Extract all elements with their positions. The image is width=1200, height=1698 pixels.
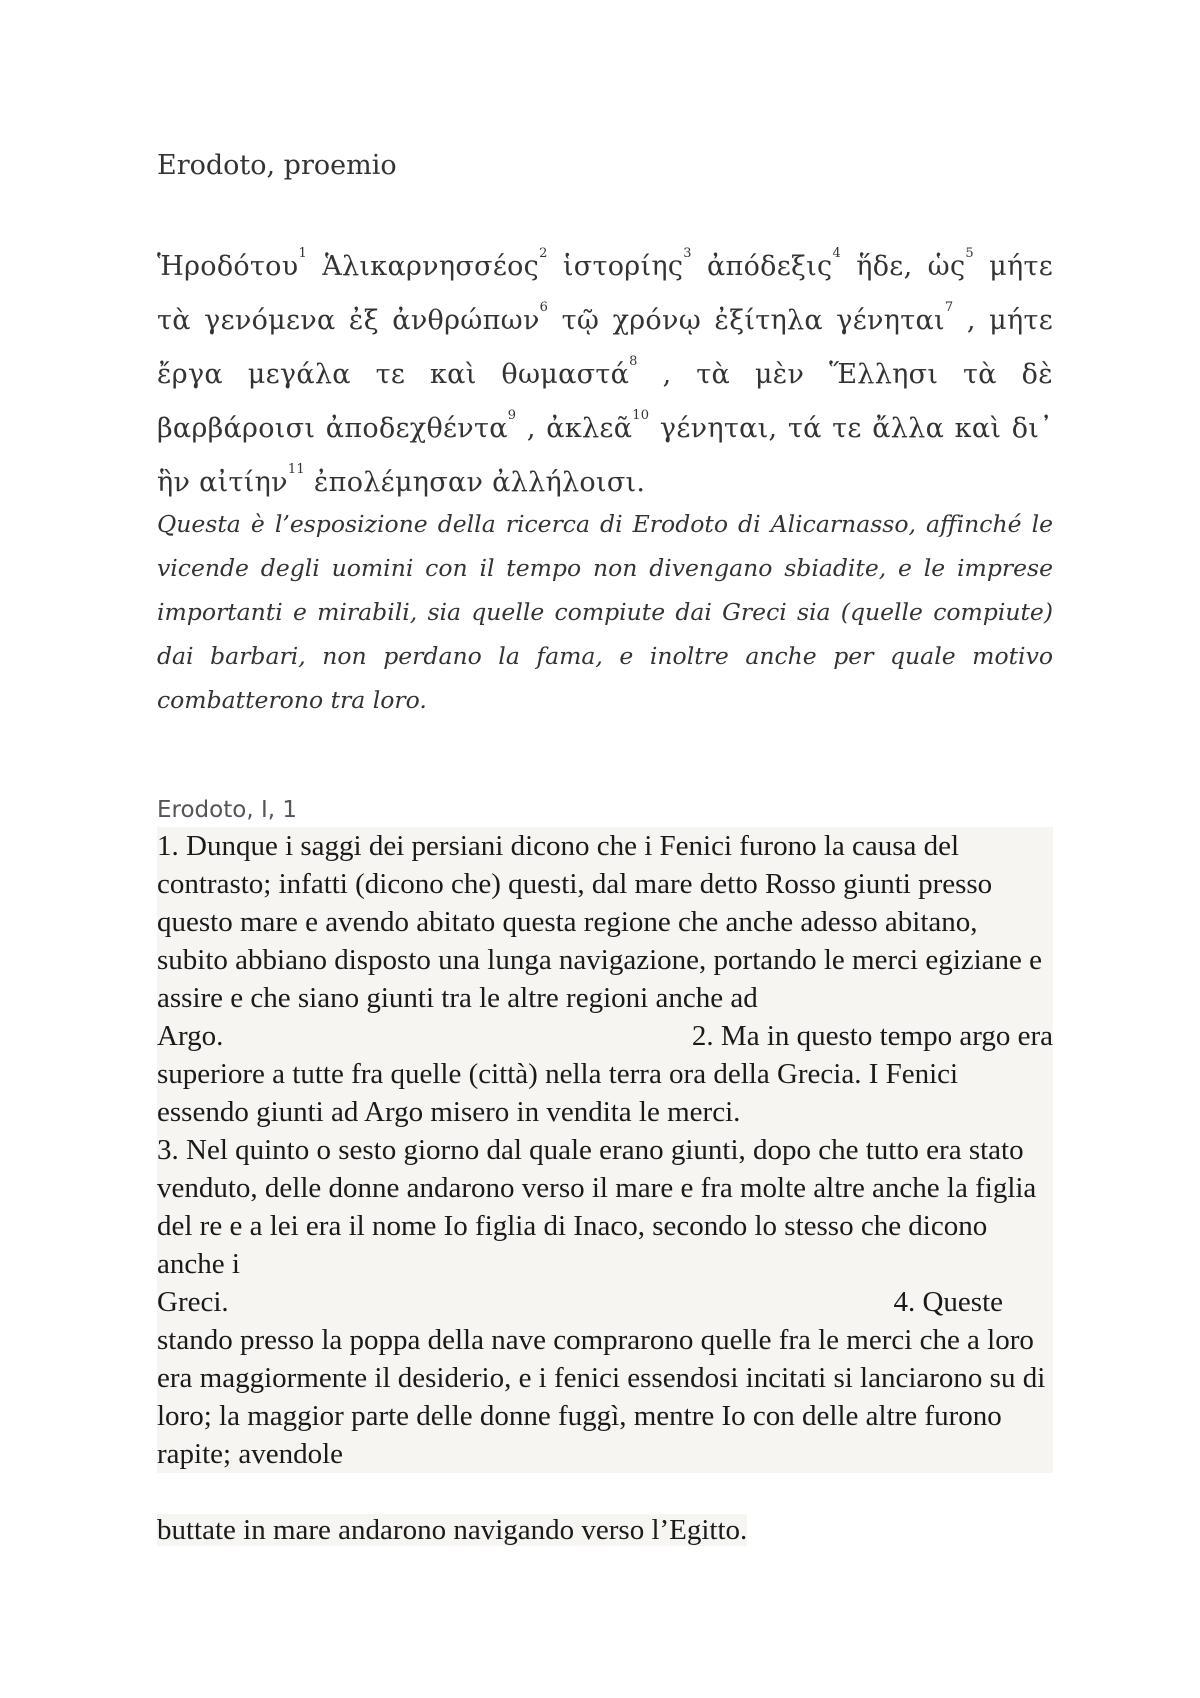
paragraph-2: superiore a tutte fra quelle (città) nella terra ora della Grecia. I Fenici essendo giunti ad Argo misero in vendita le merci. xyxy=(157,1058,959,1128)
italian-translation: Questa è l’esposizione della ricerca di Erodoto di Alicarnasso, affinché le vicende degli uomini con il tempo non divengano sbiadite, e le imprese importanti e mirabili, sia quelle compiute dai Greci sia (quelle compiute) dai barbari, non perdano la fama, e inoltre anche per quale motivo combatterono tra loro. xyxy=(157,510,1053,714)
footnote-marker: 11 xyxy=(287,462,305,477)
greek-word: τῷ χρόνῳ ἐξίτηλα γένηται$^7$ xyxy=(561,300,954,336)
greek-word: , ἀκλεᾶ$^{10}$ xyxy=(526,408,650,444)
footnote-marker: 9 xyxy=(507,408,517,423)
paragraph-3-end: Greci. xyxy=(157,1286,229,1318)
chapter-title: Erodoto, I, 1 xyxy=(157,797,297,823)
greek-word: μήτε τὰ γενόμενα ἐξ ἀνθρώπων$^6$ xyxy=(157,251,1053,336)
proem-title: Erodoto, proemio xyxy=(157,150,397,181)
paragraph-4-last-line: buttate in mare andarono navigando verso l’Egitto. xyxy=(157,1514,748,1546)
footnote-marker: 3 xyxy=(683,246,692,261)
footnote-marker: 1 xyxy=(298,246,308,261)
paragraph-1: 1. Dunque i saggi dei persiani dicono che i Fenici furono la causa del contrasto; infatti (dicono che) questi, dal mare detto Rosso giunti presso questo mare e avendo abitato questa regione che anche adesso abitano, subito abbiano disposto una lunga navigazione, portando le merci egiziane e assire e che siano giunti tra le altre regioni anche ad xyxy=(157,830,1043,1014)
footnote-marker: 2 xyxy=(539,246,548,261)
greek-word: ἥδε, ὡς$^5$ xyxy=(856,246,974,282)
footnote-marker: 6 xyxy=(539,300,549,315)
footnote-marker: 10 xyxy=(632,408,650,423)
footnote-marker: 5 xyxy=(965,246,974,261)
paragraph-4: stando presso la poppa della nave comprarono quelle fra le merci che a loro era maggiormente il desiderio, e i fenici essendosi incitati si lanciarono su di loro; la maggior parte delle donne fuggì, mentre Io con delle altre furono rapite; avendole xyxy=(157,1324,1046,1470)
footnote-marker: 4 xyxy=(832,246,842,261)
footnote-marker: 8 xyxy=(629,354,638,369)
chapter-translation xyxy=(157,827,1053,1473)
paragraph-1-end: Argo. xyxy=(157,1020,224,1052)
paragraph-3: 3. Nel quinto o sesto giorno dal quale erano giunti, dopo che tutto era stato venduto, delle donne andarono verso il mare e fra molte altre anche la figlia del re e a lei era il nome Io figlia di Inaco, secondo lo stesso che dicono anche i xyxy=(157,1134,1037,1280)
greek-word: γένηται, τά τε ἄλλα καὶ δι᾽ ἣν αἰτίην$^{11}$ xyxy=(157,413,1053,498)
greek-word: Ἁλικαρνησσέος$^2$ xyxy=(322,246,548,282)
greek-word: , τὰ μὲν Ἕλλησι τὰ δὲ βαρβάροισι ἀποδεχθέντα$^9$ xyxy=(157,359,1053,444)
greek-word: ἱστορίης$^3$ xyxy=(562,246,692,282)
footnote-marker: 7 xyxy=(944,300,954,315)
paragraph-2-start: 2. Ma in questo tempo argo era xyxy=(691,1020,1053,1052)
paragraph-4-start: 4. Queste xyxy=(893,1286,1003,1318)
greek-text xyxy=(157,240,1053,510)
greek-word: , μήτε ἔργα μεγάλα τε καὶ θωμαστά$^8$ xyxy=(157,305,1053,390)
greek-word: ἀπόδεξις$^4$ xyxy=(707,246,842,282)
paragraph-3-4-line xyxy=(157,1283,1053,1321)
greek-word: ἐπολέμησαν ἀλλήλοισι. xyxy=(313,467,646,498)
paragraph-1-2-line xyxy=(157,1017,1053,1055)
greek-word: Ἡροδότου$^1$ xyxy=(157,246,308,282)
